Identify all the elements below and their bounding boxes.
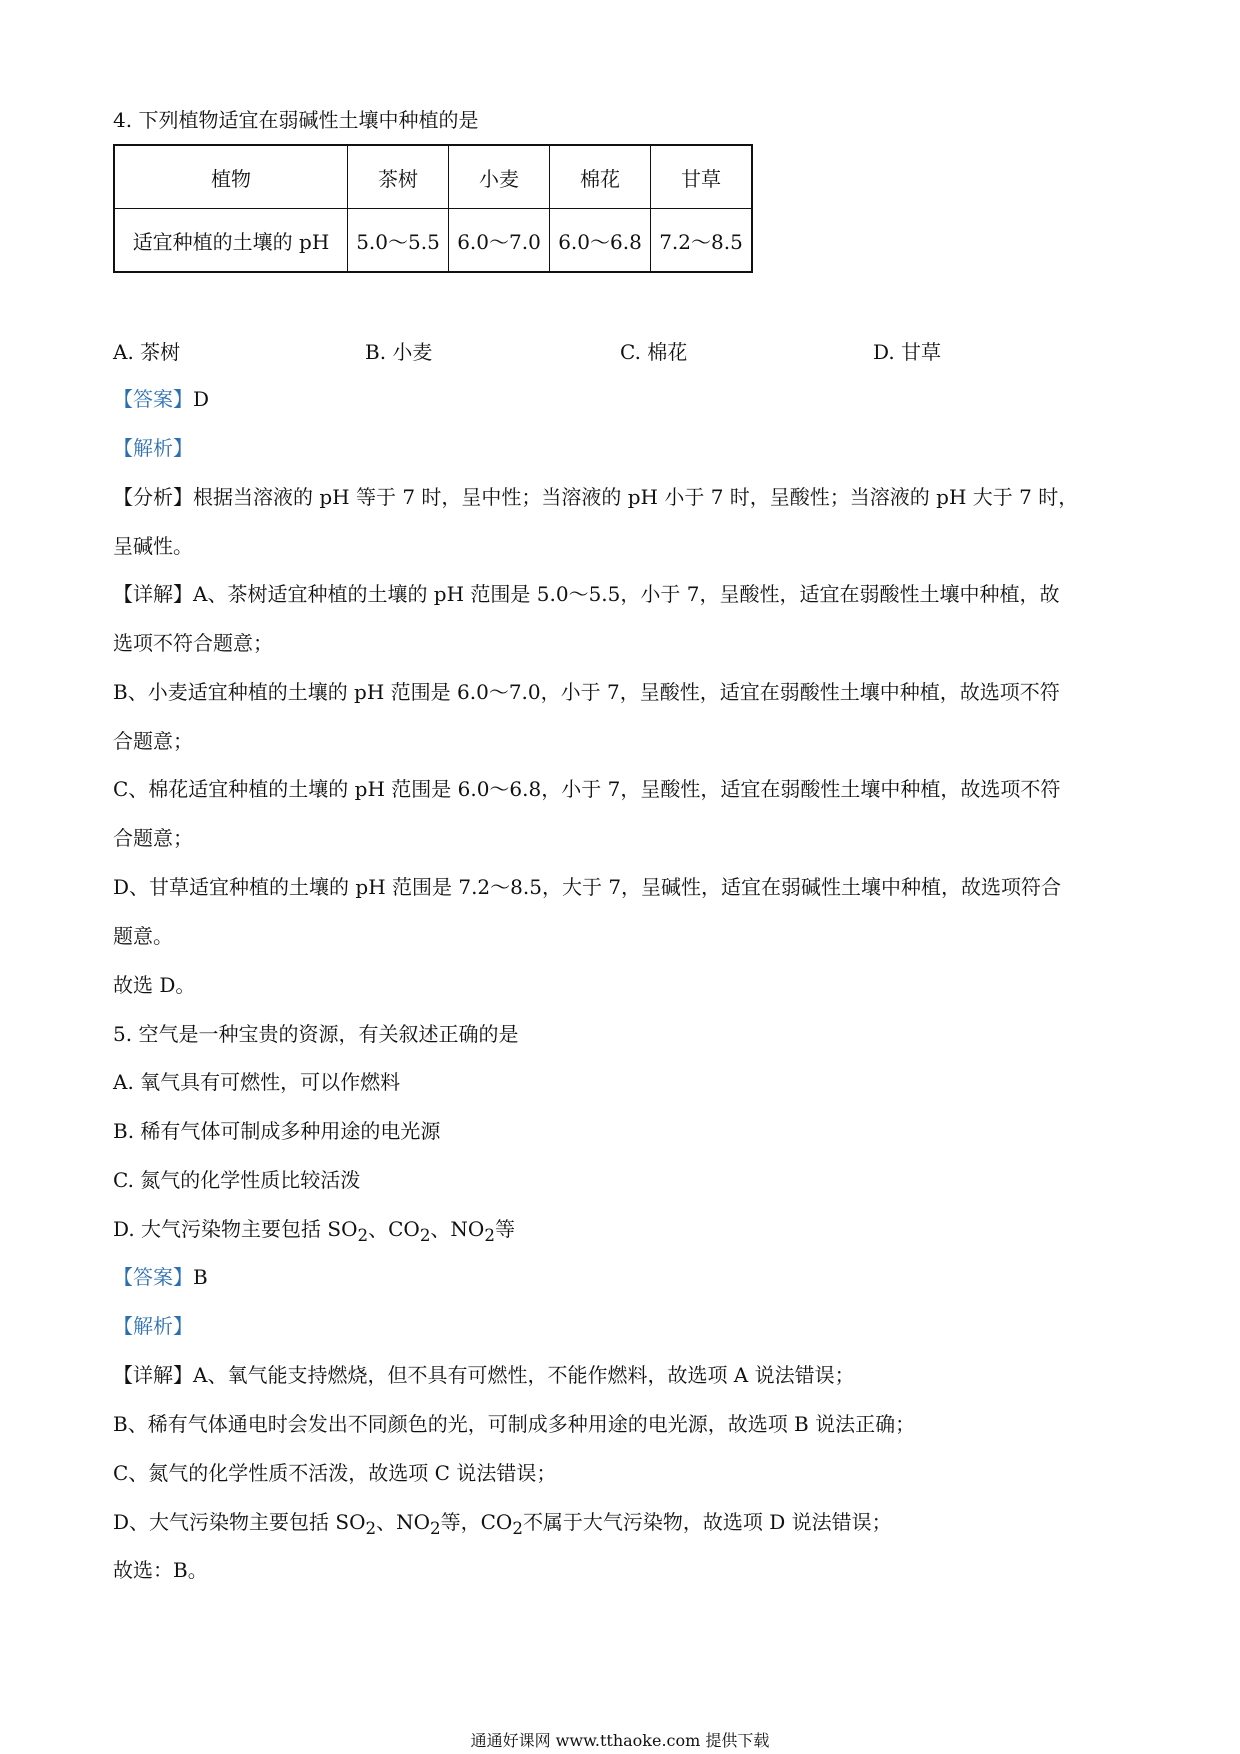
detail-text: 、NO bbox=[376, 1510, 431, 1534]
subscript: 2 bbox=[484, 1226, 495, 1245]
q4-option-a: A. 茶树 bbox=[113, 340, 181, 364]
analysis-line: D、甘草适宜种植的土壤的 pH 范围是 7.2～8.5，大于 7，呈碱性，适宜在弱碱性土壤中种植，故选项符合 bbox=[113, 875, 1062, 899]
analysis-line: 合题意； bbox=[113, 729, 193, 753]
q5-analysis-tag: 【解析】 bbox=[113, 1314, 193, 1338]
option-d-text: D. 大气污染物主要包括 SO bbox=[113, 1217, 358, 1241]
answer-value: D bbox=[193, 387, 210, 411]
analysis-line: B、小麦适宜种植的土壤的 pH 范围是 6.0～7.0，小于 7，呈酸性，适宜在弱酸性土壤中种植，故选项不符 bbox=[113, 680, 1060, 704]
detail-line: C、氮气的化学性质不活泼，故选项 C 说法错误； bbox=[113, 1461, 557, 1485]
table-header-label: 植物 bbox=[114, 145, 348, 209]
analysis-line: C、棉花适宜种植的土壤的 pH 范围是 6.0～6.8，小于 7，呈酸性，适宜在弱酸性土壤中种植，故选项不符 bbox=[113, 777, 1061, 801]
q4-answer bbox=[113, 385, 209, 413]
ph-table bbox=[113, 144, 753, 273]
ph-cell: 6.0～7.0 bbox=[449, 209, 550, 273]
q4-option-d: D. 甘草 bbox=[873, 340, 942, 364]
answer-value: B bbox=[193, 1265, 208, 1289]
answer-tag: 【答案】 bbox=[113, 387, 193, 411]
table-row-label: 适宜种植的土壤的 pH bbox=[114, 209, 348, 273]
subscript: 2 bbox=[365, 1519, 377, 1538]
detail-text: D、大气污染物主要包括 SO bbox=[113, 1510, 366, 1534]
ph-cell: 7.2～8.5 bbox=[651, 209, 753, 273]
detail-line bbox=[113, 1508, 892, 1543]
analysis-line: 题意。 bbox=[113, 924, 173, 948]
q5-conclusion: 故选：B。 bbox=[113, 1558, 208, 1582]
plant-cell: 甘草 bbox=[651, 145, 753, 209]
option-d-text: 、CO bbox=[368, 1217, 420, 1241]
analysis-line: 选项不符合题意； bbox=[113, 631, 273, 655]
subscript: 2 bbox=[430, 1519, 441, 1538]
subscript: 2 bbox=[419, 1226, 431, 1245]
plant-cell: 小麦 bbox=[449, 145, 550, 209]
ph-cell: 5.0～5.5 bbox=[348, 209, 449, 273]
q5-option-d bbox=[113, 1215, 515, 1250]
detail-text: 不属于大气污染物，故选项 D 说法错误； bbox=[522, 1510, 892, 1534]
analysis-line: 【分析】根据当溶液的 pH 等于 7 时，呈中性；当溶液的 pH 小于 7 时，呈酸性；当溶液的 pH 大于 7 时， bbox=[113, 485, 1079, 509]
q4-option-b: B. 小麦 bbox=[365, 340, 433, 364]
q4-option-c: C. 棉花 bbox=[620, 340, 688, 364]
page-footer: 通通好课网 www.tthaoke.com 提供下载 bbox=[470, 1731, 770, 1750]
subscript: 2 bbox=[357, 1226, 369, 1245]
plant-cell: 棉花 bbox=[550, 145, 651, 209]
q4-stem: 4. 下列植物适宜在弱碱性土壤中种植的是 bbox=[113, 108, 479, 132]
plant-cell: 茶树 bbox=[348, 145, 449, 209]
table-header-row bbox=[114, 145, 752, 209]
q5-option-a: A. 氧气具有可燃性，可以作燃料 bbox=[113, 1070, 401, 1094]
analysis-line: 呈碱性。 bbox=[113, 534, 193, 558]
analysis-line: 【详解】A、茶树适宜种植的土壤的 pH 范围是 5.0～5.5，小于 7，呈酸性，适宜在弱酸性土壤中种植，故 bbox=[113, 582, 1060, 606]
option-d-text: 等 bbox=[494, 1217, 515, 1241]
option-d-text: 、NO bbox=[430, 1217, 485, 1241]
analysis-line: 合题意； bbox=[113, 826, 193, 850]
q4-analysis-tag: 【解析】 bbox=[113, 436, 193, 460]
analysis-line: 故选 D。 bbox=[113, 973, 196, 997]
q5-option-b: B. 稀有气体可制成多种用途的电光源 bbox=[113, 1119, 441, 1143]
q5-answer bbox=[113, 1263, 208, 1291]
detail-line: B、稀有气体通电时会发出不同颜色的光，可制成多种用途的电光源，故选项 B 说法正确； bbox=[113, 1412, 916, 1436]
detail-text: 等，CO bbox=[440, 1510, 513, 1534]
q4-options bbox=[113, 336, 1013, 364]
table-ph-row bbox=[114, 209, 752, 273]
detail-line: 【详解】A、氧气能支持燃烧，但不具有可燃性，不能作燃料，故选项 A 说法错误； bbox=[113, 1363, 855, 1387]
q5-stem: 5. 空气是一种宝贵的资源，有关叙述正确的是 bbox=[113, 1022, 519, 1046]
q5-option-c: C. 氮气的化学性质比较活泼 bbox=[113, 1168, 361, 1192]
ph-cell: 6.0～6.8 bbox=[550, 209, 651, 273]
subscript: 2 bbox=[512, 1519, 523, 1538]
answer-tag: 【答案】 bbox=[113, 1265, 193, 1289]
